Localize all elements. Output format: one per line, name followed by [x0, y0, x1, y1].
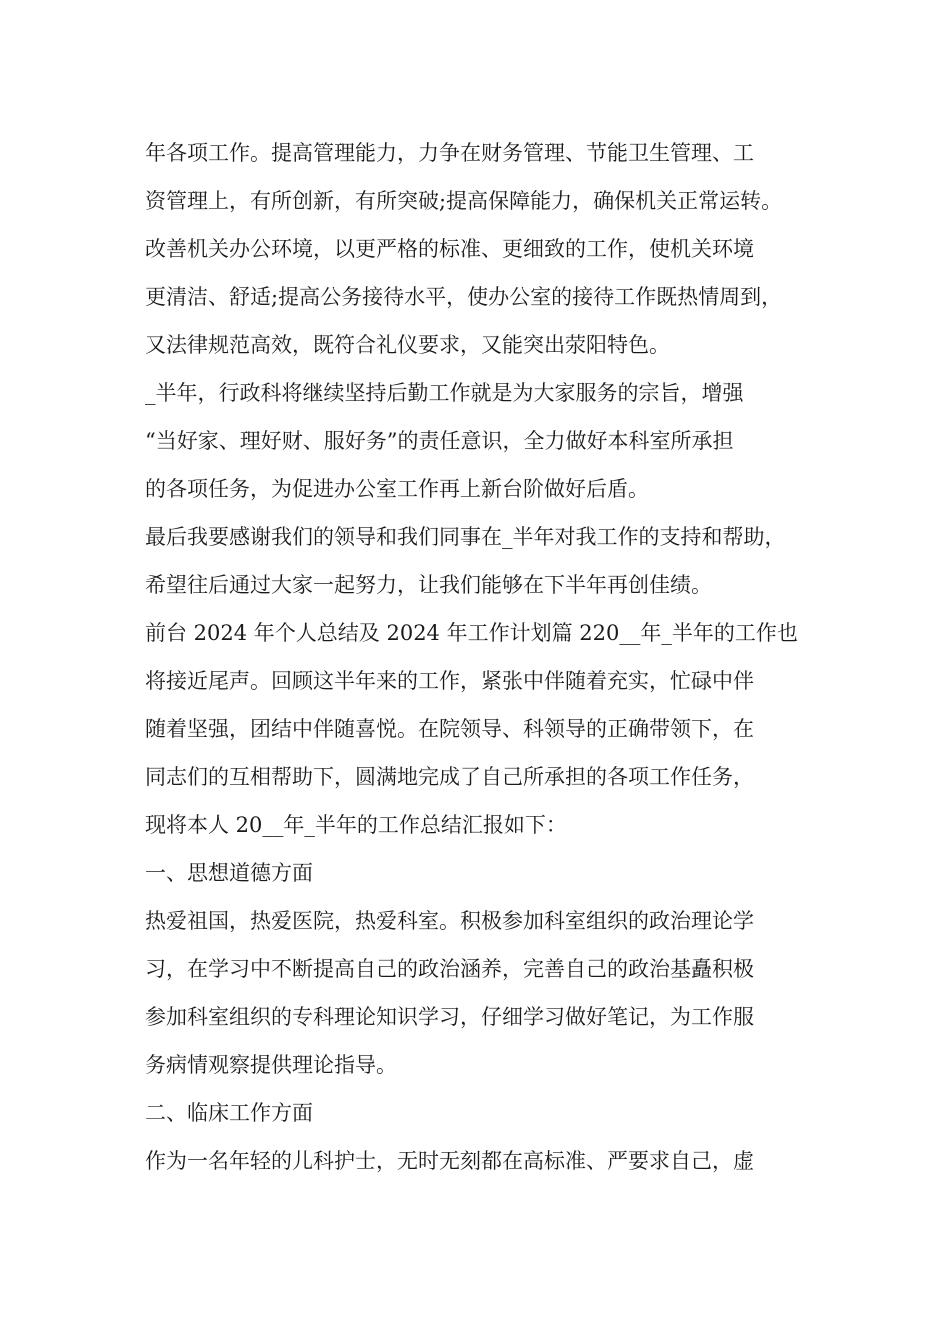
text-line: 作为一名年轻的儿科护士，无时无刻都在高标准、严要求自己，虚	[145, 1149, 754, 1173]
paragraph-ideology	[145, 897, 820, 1089]
text-line: _半年，行政科将继续坚持后勤工作就是为大家服务的宗旨，增强	[145, 381, 744, 405]
paragraph-admin-improvement	[145, 129, 820, 369]
text-line: 习，在学习中不断提高自己的政治涵养，完善自己的政治基矗积极	[145, 957, 754, 981]
text-line: 更清洁、舒适;提高公务接待水平，使办公室的接待工作既热情周到，	[145, 285, 783, 309]
text-line: 热爱祖国，热爱医院，热爱科室。积极参加科室组织的政治理论学	[145, 909, 754, 933]
text-line: 现将本人 20__年_半年的工作总结汇报如下：	[145, 813, 567, 837]
heading-line: 二、临床工作方面	[145, 1101, 313, 1125]
heading-line: 一、思想道德方面	[145, 861, 313, 885]
paragraph-clinical	[145, 1137, 820, 1185]
text-line: 前台 2024 年个人总结及 2024 年工作计划篇 220__年_半年的工作也	[145, 621, 798, 645]
text-line: 改善机关办公环境，以更严格的标准、更细致的工作，使机关环境	[145, 237, 754, 261]
text-line: 务病情观察提供理论指导。	[145, 1053, 397, 1077]
text-line: 希望往后通过大家一起努力，让我们能够在下半年再创佳绩。	[145, 573, 712, 597]
text-line: 随着坚强，团结中伴随喜悦。在院领导、科领导的正确带领下，在	[145, 717, 754, 741]
text-line: 同志们的互相帮助下，圆满地完成了自己所承担的各项工作任务，	[145, 765, 754, 789]
text-line: 最后我要感谢我们的领导和我们同事在_半年对我工作的支持和帮助，	[145, 525, 786, 549]
section-heading-clinical	[145, 1089, 820, 1137]
text-line: 的各项任务，为促进办公室工作再上新台阶做好后盾。	[145, 477, 649, 501]
text-line: 将接近尾声。回顾这半年来的工作，紧张中伴随着充实，忙碌中伴	[145, 669, 754, 693]
text-line: 年各项工作。提高管理能力，力争在财务管理、节能卫生管理、工	[145, 141, 754, 165]
section-heading-ideology	[145, 849, 820, 897]
text-line: 参加科室组织的专科理论知识学习，仔细学习做好笔记，为工作服	[145, 1005, 754, 1029]
text-line: 资管理上，有所创新，有所突破;提高保障能力，确保机关正常运转。	[145, 189, 783, 213]
paragraph-service-purpose	[145, 369, 820, 513]
text-line: 又法律规范高效，既符合礼仪要求，又能突出荥阳特色。	[145, 333, 670, 357]
paragraph-reception-summary	[145, 609, 820, 849]
document-body	[145, 129, 820, 1185]
paragraph-thanks	[145, 513, 820, 609]
text-line: “当好家、理好财、服好务”的责任意识，全力做好本科室所承担	[145, 429, 734, 453]
